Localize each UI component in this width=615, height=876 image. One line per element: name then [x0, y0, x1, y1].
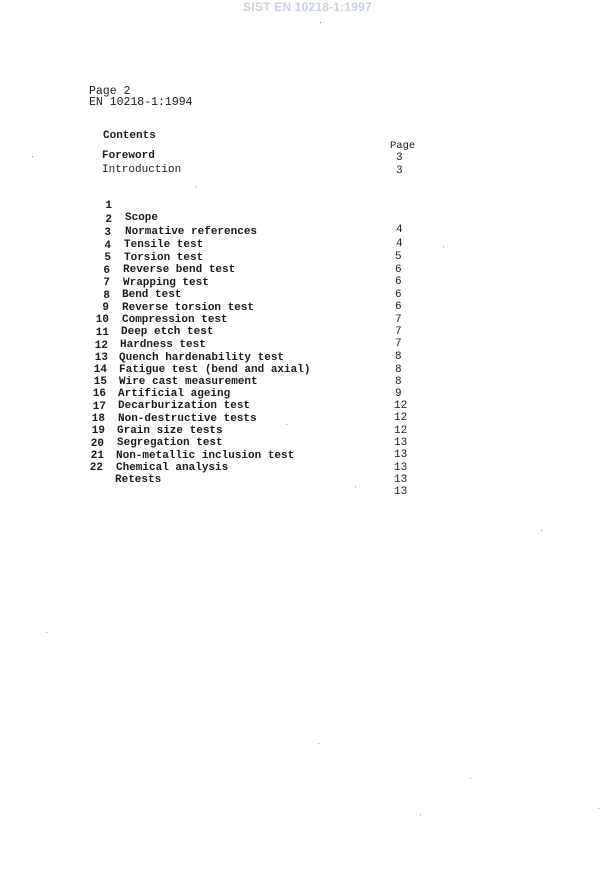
toc-introduction[interactable]: Introduction	[102, 164, 182, 176]
scan-speck	[320, 22, 321, 23]
scan-speck	[470, 778, 471, 779]
toc-item-page: 4	[396, 224, 403, 236]
toc-item-page: 13	[394, 437, 408, 449]
toc-item-title: Wrapping test	[123, 277, 209, 289]
scan-speck	[443, 246, 444, 247]
toc-item-page: 13	[394, 462, 408, 474]
toc-item-page: 13	[394, 474, 408, 486]
toc-item-title: Segregation test	[117, 437, 223, 449]
standard-reference: EN 10218-1:1994	[89, 96, 193, 109]
toc-item-number: 21	[90, 450, 104, 462]
scan-speck	[286, 424, 287, 425]
toc-foreword-page: 3	[396, 152, 403, 164]
toc-item-title: Tensile test	[124, 239, 204, 251]
toc-item-number: 8	[103, 290, 110, 302]
toc-item-page: 8	[395, 364, 402, 376]
toc-introduction-page: 3	[396, 165, 403, 177]
toc-item-page: 8	[395, 376, 402, 388]
toc-item-page: 7	[395, 314, 402, 326]
scan-speck	[598, 808, 599, 809]
toc-item-number: 15	[93, 376, 107, 388]
toc-item-title: Hardness test	[120, 339, 206, 351]
toc-item-number: 1	[105, 200, 112, 212]
toc-item-page: 12	[394, 425, 408, 437]
toc-item-number: 12	[94, 340, 108, 352]
toc-item-title: Compression test	[122, 314, 228, 326]
toc-item-page: 6	[395, 264, 402, 276]
toc-item-number: 9	[102, 302, 109, 314]
toc-item-page: 8	[395, 351, 402, 363]
toc-item-number: 20	[90, 438, 104, 450]
toc-foreword[interactable]: Foreword	[102, 150, 155, 162]
toc-item-page: 5	[395, 251, 402, 263]
toc-item-title: Torsion test	[124, 252, 204, 264]
toc-item-title: Scope	[125, 212, 159, 224]
toc-item-title: Fatigue test (bend and axial)	[119, 364, 311, 376]
scan-speck	[318, 743, 319, 744]
toc-item-page: 13	[394, 449, 408, 461]
toc-item-number: 17	[92, 401, 106, 413]
toc-item-page: 7	[395, 326, 402, 338]
page-header	[89, 86, 193, 108]
toc-item-number: 5	[104, 252, 111, 264]
watermark: SIST EN 10218-1:1997	[243, 0, 372, 14]
toc-item-number: 6	[103, 265, 110, 277]
toc-item-page: 12	[394, 400, 408, 412]
toc-item-page: 6	[395, 301, 402, 313]
toc-item-title: Wire cast measurement	[119, 376, 258, 388]
toc-item-number: 4	[104, 240, 111, 252]
toc-item-number: 22	[89, 462, 103, 474]
toc-item-number: 7	[103, 277, 110, 289]
contents-heading: Contents	[103, 130, 156, 142]
scan-speck	[420, 814, 421, 815]
toc-item-title: Decarburization test	[118, 400, 251, 412]
toc-item-number: 2	[105, 214, 112, 226]
toc-item-number: 19	[91, 425, 105, 437]
scan-speck	[46, 632, 47, 633]
scan-speck	[32, 156, 33, 157]
scan-speck	[195, 186, 196, 187]
toc-item-page: 6	[395, 276, 402, 288]
toc-item-number: 11	[95, 327, 109, 339]
scan-speck	[355, 486, 356, 487]
toc-item-number: 3	[104, 227, 111, 239]
toc-item-number: 10	[95, 314, 109, 326]
toc-item-page: 4	[396, 238, 403, 250]
toc-item-page: 9	[395, 388, 402, 400]
toc-item-title: Non-metallic inclusion test	[116, 450, 295, 462]
toc-item-page: 7	[395, 338, 402, 350]
toc-item-page: 6	[395, 289, 402, 301]
toc-item-title: Quench hardenability test	[119, 352, 285, 364]
toc-item-page: 12	[394, 412, 408, 424]
toc-item-title: Retests	[115, 474, 162, 486]
toc-item-title: Deep etch test	[121, 326, 214, 338]
page-number: Page 2	[89, 85, 131, 98]
toc-item-title: Chemical analysis	[116, 462, 229, 474]
toc-item-number: 18	[91, 413, 105, 425]
scan-speck	[541, 530, 542, 531]
toc-item-title: Grain size tests	[117, 425, 223, 437]
toc-item-title: Non-destructive tests	[118, 413, 257, 425]
toc-item-title: Artificial ageing	[118, 388, 231, 400]
toc-item-number: 13	[94, 352, 108, 364]
toc-item-page: 13	[394, 486, 408, 498]
toc-item-number: 16	[92, 388, 106, 400]
page-column-label: Page	[390, 140, 416, 152]
toc-item-title: Bend test	[122, 289, 182, 301]
toc-item-title: Reverse torsion test	[122, 302, 255, 314]
toc-item-number: 14	[93, 364, 107, 376]
toc-item-title: Reverse bend test	[123, 264, 236, 276]
toc-item-title: Normative references	[125, 226, 258, 238]
